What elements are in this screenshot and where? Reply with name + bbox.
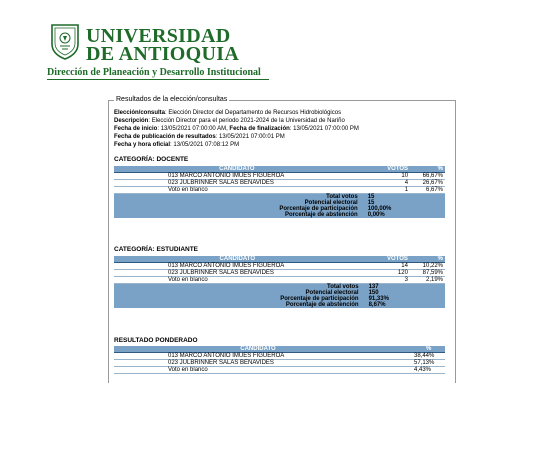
table-row (114, 263, 445, 270)
results-panel-legend: Resultados de la elección/consultas (116, 96, 228, 103)
table-row (114, 187, 445, 194)
publication-value: : 13/05/2021 07:00:01 PM (215, 134, 285, 140)
start-date-value: : 13/05/2021 07:00:00 AM, (157, 126, 228, 132)
candidate-votes: 1 (360, 187, 410, 194)
totals-value: 15 (360, 194, 410, 201)
table-row (114, 270, 445, 277)
publication-line (114, 134, 285, 141)
candidate-pct: 38,44% (402, 353, 445, 360)
description-label: Descripción (114, 118, 149, 124)
election-label: Elección/consulta (114, 110, 166, 116)
totals-value: 137 (361, 284, 410, 291)
totals-value: 91,33% (361, 296, 410, 302)
totals-row (114, 212, 445, 218)
candidate-votes: 14 (361, 263, 410, 270)
header-pct: % (410, 256, 445, 263)
docente-results-table (114, 166, 445, 218)
university-name-line2: DE ANTIOQUIA (86, 43, 240, 65)
header-candidato: CANDIDATO (114, 256, 361, 263)
university-seal-logo (50, 22, 80, 60)
candidate-name: Voto en blanco (114, 187, 360, 194)
estudiante-results-table (114, 256, 445, 308)
totals-value: 15 (360, 200, 410, 206)
candidate-name: 023 JULBRINNER SALAS BENAVIDES (114, 180, 360, 187)
candidate-pct: 66,67% (410, 173, 445, 180)
header-candidato: CANDIDATO (114, 346, 402, 353)
university-name-line1: UNIVERSIDAD (86, 25, 231, 47)
official-time-line (114, 142, 239, 149)
table-row (114, 277, 445, 284)
end-date-label: Fecha de finalización (229, 126, 290, 132)
candidate-name: Voto en blanco (114, 367, 402, 374)
candidate-name: Voto en blanco (114, 277, 361, 284)
official-time-value: : 13/05/2021 07:08:12 PM (170, 142, 240, 148)
header-votos: VOTOS (361, 256, 410, 263)
candidate-votes: 3 (361, 277, 410, 284)
candidate-pct: 6,67% (410, 187, 445, 194)
table-row (114, 353, 445, 360)
candidate-pct: 87,59% (410, 270, 445, 277)
table-row (114, 180, 445, 187)
candidate-votes: 10 (360, 173, 410, 180)
header-candidato: CANDIDATO (114, 166, 360, 173)
publication-label: Fecha de publicación de resultados (114, 134, 216, 140)
description-line (114, 118, 345, 125)
header-pct: % (402, 346, 445, 353)
candidate-pct: 2,19% (410, 277, 445, 284)
election-value: : Elección Director del Departamento de Recursos Hidrobiológicos (165, 110, 342, 116)
totals-label: Porcentaje de abstención (114, 302, 361, 308)
totals-value: 8,67% (361, 302, 410, 308)
totals-value: 100,00% (360, 206, 410, 212)
table-row (114, 173, 445, 180)
totals-value: 0,00% (360, 212, 410, 218)
candidate-votes: 4 (360, 180, 410, 187)
totals-row (114, 302, 445, 308)
dates-line (114, 126, 359, 133)
category-estudiante-title: CATEGORÍA: ESTUDIANTE (114, 246, 199, 253)
candidate-name: 013 MARCO ANTONIO IMUES FIGUEROA (114, 173, 360, 180)
totals-label: Total votos (114, 194, 360, 201)
weighted-result-title: RESULTADO PONDERADO (114, 337, 198, 344)
description-value: : Elección Director para el periodo 2021-2024 de la Universidad de Nariño (148, 118, 345, 124)
totals-label: Total votos (114, 284, 361, 291)
candidate-name: 013 MARCO ANTONIO IMUES FIGUEROA (114, 263, 361, 270)
header-votos: VOTOS (360, 166, 410, 173)
totals-label: Porcentaje de abstención (114, 212, 360, 218)
header-pct: % (410, 166, 445, 173)
candidate-name: 013 MARCO ANTONIO IMUES FIGUEROA (114, 353, 402, 360)
end-date-value: : 13/05/2021 07:00:00 PM (289, 126, 359, 132)
candidate-pct: 26,67% (410, 180, 445, 187)
candidate-pct: 10,22% (410, 263, 445, 270)
totals-label: Potencial electoral (114, 290, 361, 296)
candidate-name: 023 JULBRINNER SALAS BENAVIDES (114, 270, 361, 277)
candidate-name: 023 JULBRINNER SALAS BENAVIDES (114, 360, 402, 367)
category-docente-title: CATEGORÍA: DOCENTE (114, 156, 189, 163)
totals-label: Porcentaje de participación (114, 296, 361, 302)
table-row (114, 360, 445, 367)
table-row (114, 367, 445, 374)
official-time-label: Fecha y hora oficial (114, 142, 171, 148)
candidate-votes: 120 (361, 270, 410, 277)
department-subtitle: Dirección de Planeación y Desarrollo Institucional (47, 67, 269, 80)
totals-value: 150 (361, 290, 410, 296)
totals-label: Porcentaje de participación (114, 206, 360, 212)
start-date-label: Fecha de inicio (114, 126, 158, 132)
election-line (114, 110, 341, 117)
candidate-pct: 57,13% (402, 360, 445, 367)
weighted-results-table (114, 346, 445, 374)
totals-label: Potencial electoral (114, 200, 360, 206)
candidate-pct: 4,43% (402, 367, 445, 374)
